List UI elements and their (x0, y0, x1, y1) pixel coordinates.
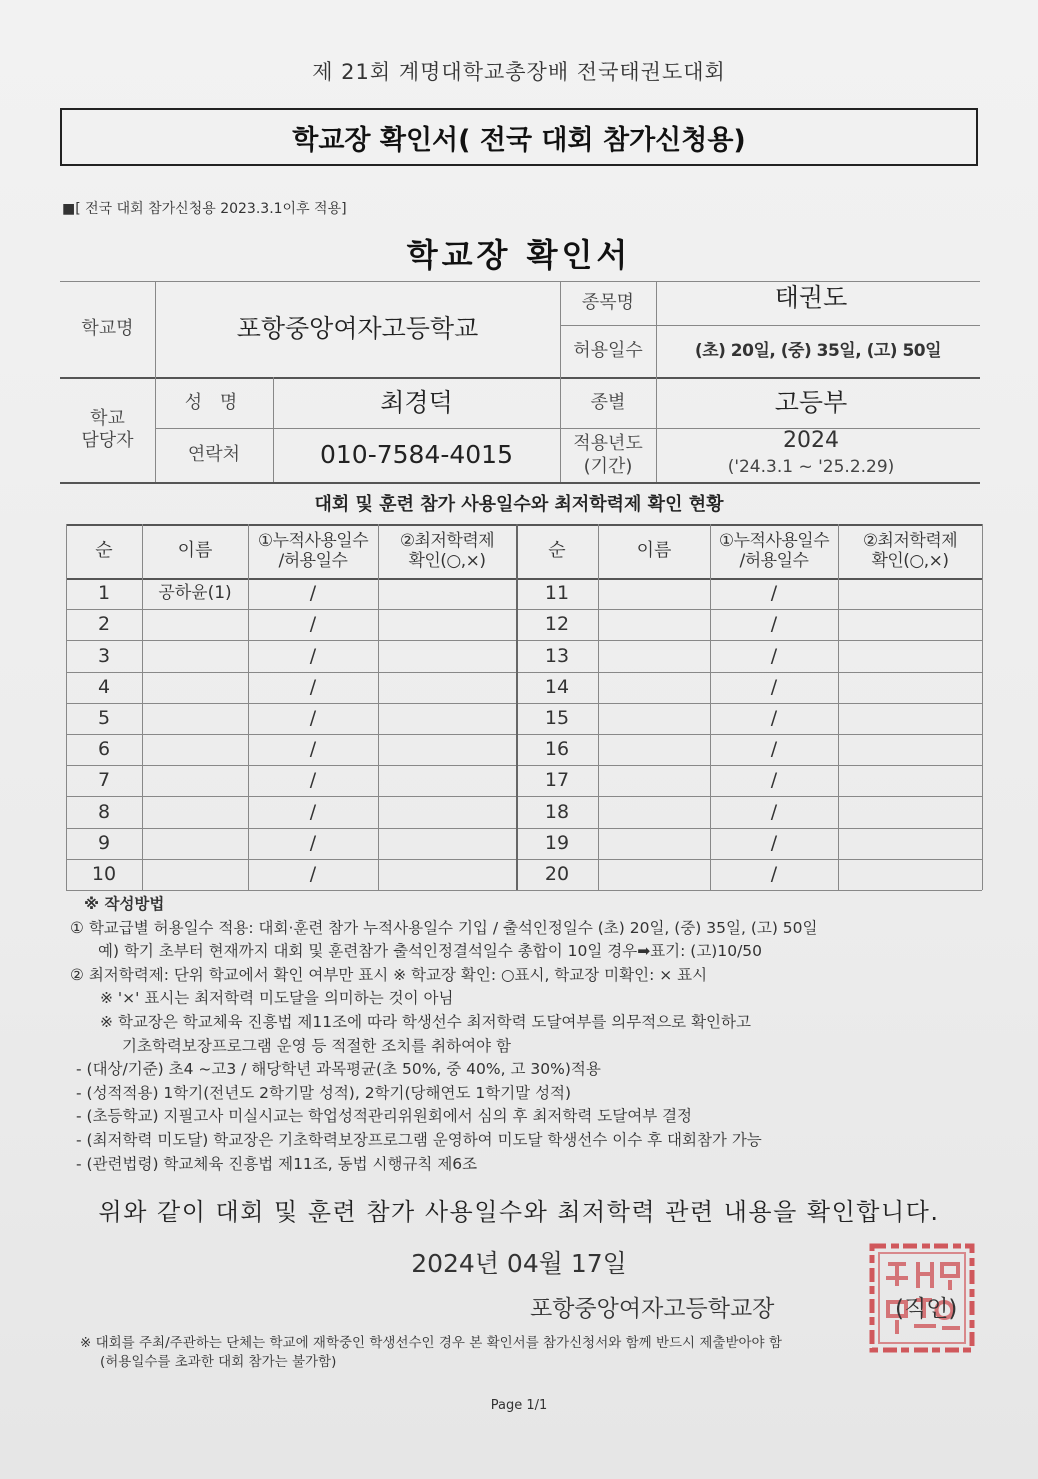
applied-note: ■[ 전국 대회 참가신청용 2023.3.1이후 적용] (62, 201, 347, 217)
table-cell-left-check (378, 796, 516, 827)
table-cell-right-name (598, 859, 710, 890)
table-cell-left-no: 9 (97, 831, 111, 854)
table-cell-right-check (838, 796, 982, 827)
table-cell-left-days: / (309, 706, 317, 729)
issue-date: 2024년 04월 17일 (411, 1249, 627, 1278)
banner-title: 학교장 확인서( 전국 대회 참가신청용) (60, 108, 978, 166)
table-cell-left-days: / (309, 644, 317, 667)
event-label: 종목명 (581, 292, 635, 314)
info-rule (60, 482, 980, 484)
manager-label: 학교 담당자 (81, 407, 134, 451)
table-cell-left-days: / (309, 862, 317, 885)
competition-title: 제 21회 계명대학교총장배 전국태권도대회 (312, 60, 726, 84)
table-cell-right-name (598, 828, 710, 859)
note-line: - (성적적용) 1학기(전년도 2학기말 성적), 2학기(당해연도 1학기말 성적) (76, 1083, 572, 1102)
table-cell-right-check (838, 828, 982, 859)
table-cell-right-name (598, 765, 710, 796)
table-cell-left-no: 7 (97, 769, 111, 792)
table-cell-right-check (838, 578, 982, 609)
table-cell-left-check (378, 640, 516, 671)
table-cell-right-check (838, 765, 982, 796)
table-header-left-2: ①누적사용일수 /허용일수 (257, 530, 369, 571)
table-header-right-0: 순 (548, 540, 566, 562)
table-cell-right-name (598, 734, 710, 765)
table-cell-left-name (142, 609, 248, 640)
table-header-left-3: ②최저학력제 확인(○,×) (399, 530, 495, 571)
division-label: 종별 (590, 391, 626, 413)
table-cell-left-check (378, 609, 516, 640)
period-value: ('24.3.1 ~ '25.2.29) (727, 456, 895, 477)
table-cell-left-name: 공하윤(1) (158, 583, 232, 604)
note-line: 기초학력보장프로그램 운영 등 적절한 조치를 취하여야 함 (122, 1036, 511, 1055)
table-cell-left-check (378, 734, 516, 765)
days-label: 허용일수 (573, 340, 643, 362)
footer-note (80, 1334, 990, 1372)
table-cell-right-check (838, 703, 982, 734)
days-value: (초) 20일, (중) 35일, (고) 50일 (694, 340, 942, 361)
table-rule (66, 890, 982, 891)
school-label: 학교명 (81, 318, 134, 340)
table-header-left-0: 순 (95, 540, 113, 562)
table-cell-left-days: / (309, 613, 317, 636)
table-cell-left-name (142, 796, 248, 827)
table-cell-right-days: / (770, 831, 778, 854)
table-cell-left-no: 1 (97, 582, 111, 605)
table-cell-right-name (598, 672, 710, 703)
table-cell-right-check (838, 609, 982, 640)
table-cell-right-name (598, 578, 710, 609)
note-line: - (최저학력 미도달) 학교장은 기초학력보장프로그램 운영하여 미도달 학생선수 이수 후 대회참가 가능 (76, 1130, 762, 1149)
table-cell-left-check (378, 578, 516, 609)
contact-label: 연락처 (187, 444, 241, 466)
note-line: ① 학교급별 허용일수 적용: 대회·훈련 참가 누적사용일수 기입 / 출석인정일수 (초) 20일, (중) 35일, (고) 50일 (70, 918, 818, 937)
table-cell-right-check (838, 672, 982, 703)
note-line: ※ '×' 표시는 최저학력 미도달을 의미하는 것이 아님 (100, 989, 454, 1008)
table-cell-right-days: / (770, 675, 778, 698)
name-label: 성 명 (184, 391, 244, 413)
table-cell-right-no: 13 (544, 644, 570, 667)
table-cell-left-check (378, 703, 516, 734)
table-cell-left-check (378, 828, 516, 859)
note-line: 예) 학기 초부터 현재까지 대회 및 훈련참가 출석인정결석일수 총합이 10일 경우➡표기: (고)10/50 (98, 942, 763, 961)
table-rule (982, 524, 983, 890)
year-value: 2024 (783, 427, 839, 453)
section-title: 대회 및 훈련 참가 사용일수와 최저학력제 확인 현황 (314, 494, 724, 515)
table-cell-right-days: / (770, 800, 778, 823)
table-cell-right-days: / (770, 613, 778, 636)
table-cell-left-days: / (309, 831, 317, 854)
table-cell-right-no: 12 (544, 613, 570, 636)
table-cell-left-check (378, 672, 516, 703)
note-line: ② 최저학력제: 단위 학교에서 확인 여부만 표시 ※ 학교장 확인: ○표시, 학교장 미확인: × 표시 (70, 965, 708, 984)
table-cell-left-days: / (309, 800, 317, 823)
table-cell-right-days: / (770, 862, 778, 885)
note-line: - (관련법령) 학교체육 진흥법 제11조, 동법 시행규칙 제6조 (76, 1154, 478, 1173)
table-cell-left-no: 5 (97, 706, 111, 729)
table-cell-right-check (838, 640, 982, 671)
table-cell-right-no: 19 (544, 831, 570, 854)
table-cell-left-name (142, 703, 248, 734)
signer-name: 포항중앙여자고등학교장 (530, 1296, 775, 1322)
note-line: - (초등학교) 지필고사 미실시교는 학업성적관리위원회에서 심의 후 최저학력 도달여부 결정 (76, 1107, 693, 1126)
division-value: 고등부 (774, 387, 848, 417)
table-cell-left-name (142, 828, 248, 859)
table-cell-right-name (598, 640, 710, 671)
table-cell-left-no: 4 (97, 675, 111, 698)
contact-value: 010-7584-4015 (319, 440, 513, 469)
table-cell-right-no: 16 (544, 738, 570, 761)
manager-name: 최경덕 (380, 387, 453, 417)
table-cell-left-name (142, 672, 248, 703)
table-cell-left-check (378, 765, 516, 796)
table-header-left-1: 이름 (177, 540, 213, 562)
table-cell-right-no: 11 (544, 582, 570, 605)
table-cell-left-no: 3 (97, 644, 111, 667)
table-cell-right-check (838, 859, 982, 890)
table-cell-right-days: / (770, 706, 778, 729)
table-cell-left-name (142, 734, 248, 765)
table-cell-right-check (838, 734, 982, 765)
footer-line: ※ 대회를 주최/주관하는 단체는 학교에 재학중인 학생선수인 경우 본 확인서를 참가신청서와 함께 반드시 제출받아야 함 (80, 1335, 782, 1351)
writing-guide (70, 893, 970, 1176)
school-name: 포항중앙여자고등학교 (236, 314, 479, 343)
table-header-right-2: ①누적사용일수 /허용일수 (718, 530, 830, 571)
confirmation-statement: 위와 같이 대회 및 훈련 참가 사용일수와 최저학력 관련 내용을 확인합니다. (98, 1198, 940, 1226)
table-cell-right-name (598, 609, 710, 640)
year-label: 적용년도 (기간) (573, 432, 643, 477)
table-header-right-3: ②최저학력제 확인(○,×) (862, 530, 958, 571)
table-cell-right-no: 17 (544, 769, 570, 792)
table-cell-left-no: 2 (97, 613, 111, 636)
table-cell-right-name (598, 703, 710, 734)
table-cell-left-no: 6 (97, 738, 111, 761)
table-cell-right-days: / (770, 644, 778, 667)
table-cell-left-name (142, 640, 248, 671)
page-number: Page 1/1 (490, 1398, 548, 1413)
table-cell-left-days: / (309, 769, 317, 792)
table-cell-right-days: / (770, 582, 778, 605)
table-cell-left-name (142, 859, 248, 890)
event-value: 태권도 (774, 283, 848, 312)
footer-line: (허용일수를 초과한 대회 참가는 불가함) (100, 1354, 337, 1370)
table-cell-left-no: 10 (91, 862, 117, 885)
table-cell-right-name (598, 796, 710, 827)
table-cell-right-no: 20 (544, 862, 570, 885)
note-line: ※ 학교장은 학교체육 진흥법 제11조에 따라 학생선수 최저학력 도달여부를 의무적으로 확인하고 (100, 1012, 751, 1031)
table-cell-right-no: 18 (544, 800, 570, 823)
table-cell-left-check (378, 859, 516, 890)
page-title: 학교장 확인서 (406, 236, 632, 274)
table-cell-left-no: 8 (97, 800, 111, 823)
table-cell-right-days: / (770, 738, 778, 761)
table-cell-left-name (142, 765, 248, 796)
table-cell-right-days: / (770, 769, 778, 792)
table-cell-left-days: / (309, 675, 317, 698)
note-line: - (대상/기준) 초4 ~고3 / 해당학년 과목평균(초 50%, 중 40%, 고 30%)적용 (76, 1060, 601, 1079)
table-cell-right-no: 15 (544, 706, 570, 729)
note-line: ※ 작성방법 (84, 895, 165, 913)
table-cell-left-days: / (309, 582, 317, 605)
table-cell-right-no: 14 (544, 675, 570, 698)
seal-label: (직인) (895, 1296, 958, 1322)
table-header-right-1: 이름 (636, 540, 672, 562)
table-cell-left-days: / (309, 738, 317, 761)
